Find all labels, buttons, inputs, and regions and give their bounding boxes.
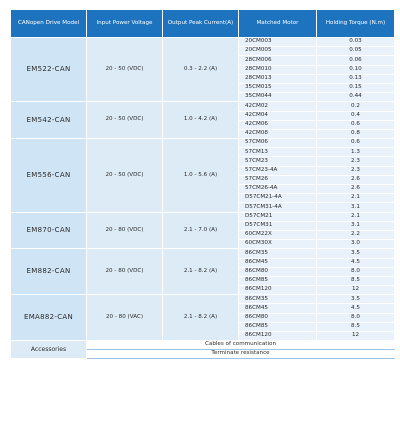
holding-torque-cell: 3.5 [317, 295, 395, 304]
matched-motor-cell: 35CM044 [239, 93, 317, 102]
holding-torque-cell: 12 [317, 286, 395, 295]
header-holding-torque: Holding Torque (N.m) [317, 10, 395, 38]
input-voltage-cell: 20 - 50 (VDC) [87, 139, 163, 213]
matched-motor-cell: 86CM35 [239, 249, 317, 258]
output-current-cell: 0.3 - 2.2 (A) [163, 38, 239, 102]
matched-motor-cell: 60CM30X [239, 240, 317, 249]
holding-torque-cell: 8.5 [317, 276, 395, 285]
table-row [11, 295, 395, 304]
holding-torque-cell: 0.05 [317, 47, 395, 56]
matched-motor-cell: 86CM80 [239, 267, 317, 276]
drive-spec-table [10, 9, 395, 359]
matched-motor-cell: 86CM35 [239, 295, 317, 304]
holding-torque-cell: 0.15 [317, 83, 395, 92]
table-row [11, 212, 395, 221]
holding-torque-cell: 3.5 [317, 249, 395, 258]
drive-model-cell: EM522-CAN [11, 38, 87, 102]
drive-model-cell: EM882-CAN [11, 249, 87, 295]
matched-motor-cell: 28CM006 [239, 56, 317, 65]
drive-model-cell: EM556-CAN [11, 139, 87, 213]
matched-motor-cell: 57CM26 [239, 175, 317, 184]
holding-torque-cell: 2.6 [317, 185, 395, 194]
input-voltage-cell: 20 - 50 (VDC) [87, 102, 163, 139]
spec-table-body [11, 38, 395, 359]
accessories-row [11, 341, 395, 350]
holding-torque-cell: 0.06 [317, 56, 395, 65]
input-voltage-cell: 20 - 50 (VDC) [87, 38, 163, 102]
matched-motor-cell: 57CM23-4A [239, 166, 317, 175]
holding-torque-cell: 8.0 [317, 267, 395, 276]
header-matched-motor: Matched Motor [239, 10, 317, 38]
holding-torque-cell: 1.3 [317, 148, 395, 157]
output-current-cell: 2.1 - 7.0 (A) [163, 212, 239, 249]
matched-motor-cell: 20CM005 [239, 47, 317, 56]
holding-torque-cell: 3.1 [317, 221, 395, 230]
holding-torque-cell: 0.2 [317, 102, 395, 111]
holding-torque-cell: 0.13 [317, 74, 395, 83]
matched-motor-cell: D57CM31-4A [239, 203, 317, 212]
matched-motor-cell: 57CM13 [239, 148, 317, 157]
holding-torque-cell: 0.10 [317, 65, 395, 74]
holding-torque-cell: 4.5 [317, 304, 395, 313]
matched-motor-cell: 86CM120 [239, 332, 317, 341]
matched-motor-cell: 86CM45 [239, 258, 317, 267]
input-voltage-cell: 20 - 80 (VDC) [87, 249, 163, 295]
output-current-cell: 1.0 - 4.2 (A) [163, 102, 239, 139]
holding-torque-cell: 8.0 [317, 313, 395, 322]
matched-motor-cell: 86CM45 [239, 304, 317, 313]
matched-motor-cell: 28CM013 [239, 74, 317, 83]
holding-torque-cell: 12 [317, 332, 395, 341]
drive-model-cell: EM870-CAN [11, 212, 87, 249]
output-current-cell: 1.0 - 5.6 (A) [163, 139, 239, 213]
matched-motor-cell: 42CM04 [239, 111, 317, 120]
matched-motor-cell: D57CM21 [239, 212, 317, 221]
holding-torque-cell: 2.6 [317, 175, 395, 184]
matched-motor-cell: 86CM85 [239, 322, 317, 331]
accessory-item: Terminate resistance [87, 350, 395, 359]
accessories-label: Accessories [11, 341, 87, 359]
holding-torque-cell: 4.5 [317, 258, 395, 267]
accessory-item: Cables of communication [87, 341, 395, 350]
table-row [11, 139, 395, 148]
spec-table-container [10, 9, 394, 359]
holding-torque-cell: 8.5 [317, 322, 395, 331]
matched-motor-cell: 86CM85 [239, 276, 317, 285]
table-row [11, 249, 395, 258]
holding-torque-cell: 0.6 [317, 139, 395, 148]
matched-motor-cell: 57CM06 [239, 139, 317, 148]
matched-motor-cell: 28CM010 [239, 65, 317, 74]
matched-motor-cell: 86CM80 [239, 313, 317, 322]
matched-motor-cell: 42CM06 [239, 120, 317, 129]
header-input-voltage: Input Power Voltage [87, 10, 163, 38]
matched-motor-cell: 35CM015 [239, 83, 317, 92]
drive-model-cell: EMA882-CAN [11, 295, 87, 341]
matched-motor-cell: 86CM120 [239, 286, 317, 295]
holding-torque-cell: 0.8 [317, 129, 395, 138]
matched-motor-cell: 60CM22X [239, 230, 317, 239]
holding-torque-cell: 2.1 [317, 194, 395, 203]
drive-model-cell: EM542-CAN [11, 102, 87, 139]
table-row [11, 102, 395, 111]
holding-torque-cell: 0.6 [317, 120, 395, 129]
input-voltage-cell: 20 - 80 (VDC) [87, 212, 163, 249]
matched-motor-cell: 42CM08 [239, 129, 317, 138]
matched-motor-cell: 20CM003 [239, 38, 317, 47]
output-current-cell: 2.1 - 8.2 (A) [163, 249, 239, 295]
holding-torque-cell: 2.2 [317, 230, 395, 239]
holding-torque-cell: 3.1 [317, 203, 395, 212]
table-row [11, 38, 395, 47]
output-current-cell: 2.1 - 8.2 (A) [163, 295, 239, 341]
matched-motor-cell: 57CM23 [239, 157, 317, 166]
input-voltage-cell: 20 - 80 (VAC) [87, 295, 163, 341]
matched-motor-cell: 57CM26-4A [239, 185, 317, 194]
holding-torque-cell: 3.0 [317, 240, 395, 249]
holding-torque-cell: 0.4 [317, 111, 395, 120]
holding-torque-cell: 2.3 [317, 157, 395, 166]
holding-torque-cell: 0.03 [317, 38, 395, 47]
holding-torque-cell: 2.1 [317, 212, 395, 221]
matched-motor-cell: D57CM21-4A [239, 194, 317, 203]
holding-torque-cell: 2.3 [317, 166, 395, 175]
header-drive-model: CANopen Drive Model [11, 10, 87, 38]
holding-torque-cell: 0.44 [317, 93, 395, 102]
matched-motor-cell: D57CM31 [239, 221, 317, 230]
header-row [11, 10, 395, 38]
matched-motor-cell: 42CM02 [239, 102, 317, 111]
header-output-current: Output Peak Current(A) [163, 10, 239, 38]
